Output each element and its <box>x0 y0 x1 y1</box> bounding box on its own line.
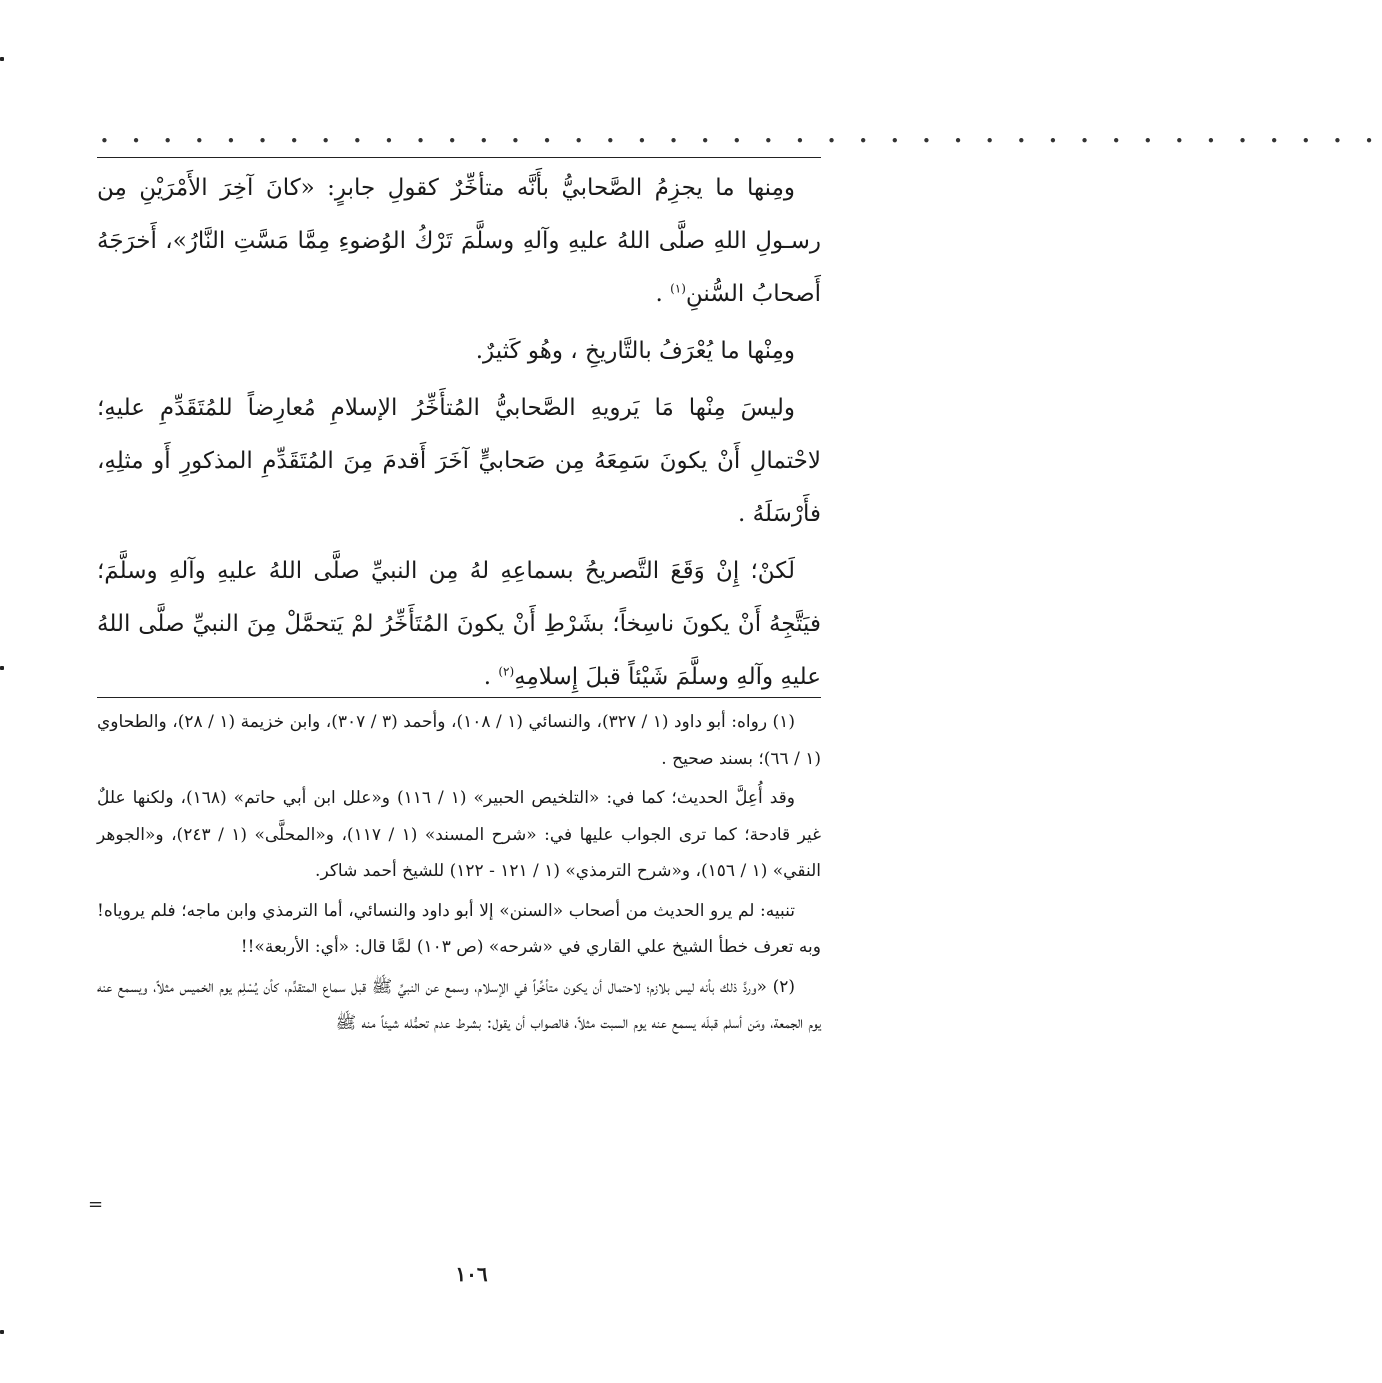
margin-mark-middle <box>0 666 4 670</box>
main-text <box>97 162 821 704</box>
footnote-1-warning: تنبيه: لم يرو الحديث من أصحاب «السنن» إلا أبو داود والنسائي، أما الترمذي وابن ماجه؛ فلم يروياه! وبه تعرف خطأ الشيخ علي القاري في «شرحه» (ص ١٠٣) لمَّا قال: «أي: الأربعة»!! <box>97 900 821 957</box>
page-number: ١٠٦ <box>455 1262 488 1286</box>
margin-mark-bottom <box>0 1330 4 1334</box>
continuation-mark: = <box>88 1194 104 1215</box>
header-rule <box>97 157 821 158</box>
paragraph-1 <box>97 162 821 321</box>
footnote-1: (١) رواه: أبو داود (١ / ٣٢٧)، والنسائي (١ / ١٠٨)، وأحمد (٣ / ٣٠٧)، وابن خزيمة (١ / ٢٨)، والطحاوي (١ / ٦٦)؛ بسند صحيح . <box>97 712 821 769</box>
paragraph-1-text: ومِنها ما يجزِمُ الصَّحابيُّ بأَنَّه متأخِّرٌ كقولِ جابرٍ: «كانَ آخِرَ الأَمْرَيْنِ مِن رسـولِ اللهِ صلَّى اللهُ عليهِ وآلهِ وسلَّمَ تَرْكُ الوُضوءِ مِمَّا مَسَّتِ النَّارُ»، أَخرَجَهُ أَصحابُ السُّننِ <box>97 175 821 307</box>
paragraph-4-text: لَكنْ؛ إِنْ وَقَعَ التَّصريحُ بسماعِهِ لهُ مِن النبيِّ صلَّى اللهُ عليهِ وآلهِ وسلَّمَ؛ فيَتَّجِهُ أَنْ يكونَ ناسِخاً؛ بشَرْطِ أَنْ يكونَ المُتَأَخِّرُ لمْ يَتحمَّلْ مِنَ النبيِّ صلَّى اللهُ عليهِ وآلهِ وسلَّمَ شَيْئاً قبلَ إِسلامِهِ <box>97 558 821 690</box>
paragraph-1-end: . <box>655 281 671 307</box>
header-dot-line: • • • • • • • • • • • • • • • • • • • • • • • • • • • • • • • • • • • • • • • • • <box>100 132 1382 150</box>
paragraph-3: وليسَ مِنْها مَا يَرويهِ الصَّحابيُّ المُتأَخِّرُ الإسلامِ مُعارِضاً للمُتَقَدِّمِ عليهِ؛ لاحْتمالِ أَنْ يكونَ سَمِعَهُ مِن صَحابيٍّ آخَرَ أَقدمَ مِنَ المُتَقَدِّمِ المذكورِ أَو مثلِهِ، فأَرْسَلَهُ . <box>97 395 821 527</box>
paragraph-4-end: . <box>483 664 499 690</box>
footnote-separator <box>97 697 821 698</box>
paragraph-4 <box>97 545 821 704</box>
footnote-ref-2: (٢) <box>498 664 515 679</box>
paragraph-2: ومِنْها ما يُعْرَفُ بالتَّاريخِ ، وهُو كَثيرٌ. <box>475 338 795 364</box>
footnote-1-note: وقد أُعِلَّ الحديث؛ كما في: «التلخيص الحبير» (١ / ١١٦) و«علل ابن أبي حاتم» (١٦٨)، ولكنها عللٌ غير قادحة؛ كما ترى الجواب عليها في: «شرح المسند» (١ / ١١٧)، و«المحلَّى» (١ / ٢٤٣)، و«الجوهر النقي» (١ / ١٥٦)، و«شرح الترمذي» (١ / ١٢١ - ١٢٢) للشيخ أحمد شاكر. <box>97 788 821 881</box>
footnotes <box>97 704 821 1042</box>
footnote-ref-1: (١) <box>670 281 686 296</box>
margin-mark-top <box>0 57 4 61</box>
footnote-2: (٢) «وردَّ ذلك بأنه ليس بلازم؛ لاحتمال أن يكون متأخِّراً في الإسلام، وسمع عن النبيِّ ﷺ قبل سماع المتقدِّم، كأن يُسْلِم يوم الخميس مثلاً، ويسمع عنه يوم الجمعة، ومَن أسلم قبلَه يسمع عنه يوم السبت مثلاً، فالصواب أن يقول: بشرط عدم تحمُّله شيئاً منه ﷺ <box>97 976 821 1033</box>
